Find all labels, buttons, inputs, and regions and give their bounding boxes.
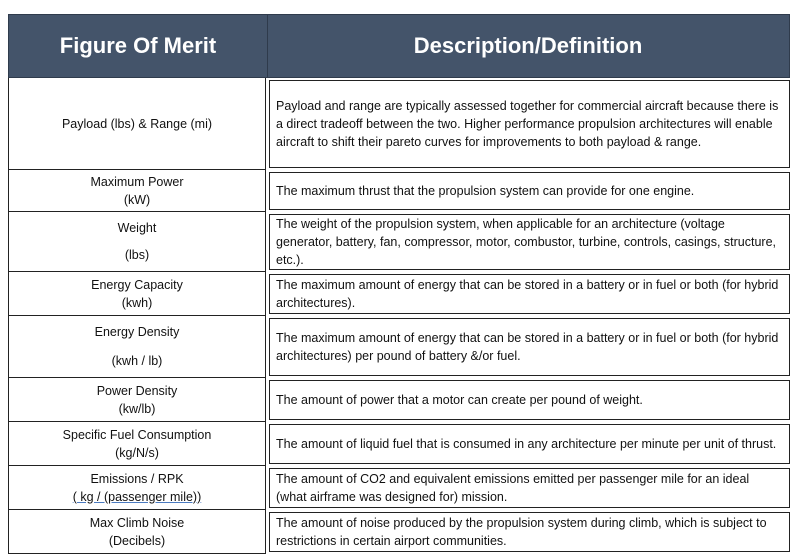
header-figure-of-merit: Figure Of Merit xyxy=(59,33,217,58)
merit-name: Emissions / RPK xyxy=(90,471,184,486)
table-row xyxy=(8,272,790,316)
header-description: Description/Definition xyxy=(413,33,643,58)
table-row xyxy=(8,78,790,170)
merit-name: Payload (lbs) & Range (mi) xyxy=(61,116,213,131)
merit-name-cell xyxy=(8,466,266,510)
merit-name-cell xyxy=(8,510,266,554)
merit-description: The maximum amount of energy that can be stored in a battery or in fuel or both (for hybrid architectures). xyxy=(269,274,790,314)
merit-description: The weight of the propulsion system, when applicable for an architecture (voltage generator, battery, fan, compressor, motor, combustor, turbine, controls, casings, structure, etc.). xyxy=(269,214,790,270)
merit-name-cell xyxy=(8,78,266,170)
merit-name-cell xyxy=(8,212,266,272)
table-row xyxy=(8,170,790,212)
merit-unit: (kwh) xyxy=(121,295,153,310)
table-header xyxy=(8,14,790,78)
table-row xyxy=(8,316,790,378)
table-row xyxy=(8,212,790,272)
merit-unit: (kW) xyxy=(123,192,151,207)
merit-name: Power Density xyxy=(96,383,178,398)
table-row xyxy=(8,422,790,466)
merit-unit: (Decibels) xyxy=(108,533,166,548)
table-row xyxy=(8,510,790,554)
merit-description: The maximum amount of energy that can be stored in a battery or in fuel or both (for hybrid architectures) per pound of battery &/or fuel. xyxy=(269,318,790,376)
merit-name-cell xyxy=(8,170,266,212)
merit-name: Energy Density xyxy=(94,325,180,340)
merit-unit: (lbs) xyxy=(124,248,150,263)
merit-name: Energy Capacity xyxy=(91,277,183,292)
merit-name-cell xyxy=(8,316,266,378)
merit-unit: (kg/N/s) xyxy=(115,445,159,460)
merit-name: Specific Fuel Consumption xyxy=(62,427,212,442)
merit-description: The amount of CO2 and equivalent emissions emitted per passenger mile for an ideal (what airframe was designed for) mission. xyxy=(269,468,790,508)
merit-unit: (kwh / lb) xyxy=(111,353,163,368)
merit-unit: (kw/lb) xyxy=(118,401,156,416)
figure-of-merit-table xyxy=(8,14,790,548)
merit-name-cell xyxy=(8,272,266,316)
merit-description: The maximum thrust that the propulsion system can provide for one engine. xyxy=(269,172,790,210)
merit-description: The amount of liquid fuel that is consumed in any architecture per minute per unit of thrust. xyxy=(269,424,790,464)
merit-description: The amount of noise produced by the propulsion system during climb, which is subject to restrictions in certain airport communities. xyxy=(269,512,790,552)
merit-name-cell xyxy=(8,378,266,422)
merit-name: Maximum Power xyxy=(90,174,184,189)
merit-unit: ( kg / (passenger mile)) xyxy=(72,489,202,504)
merit-name-cell xyxy=(8,422,266,466)
table-row xyxy=(8,466,790,510)
merit-name: Max Climb Noise xyxy=(89,515,185,530)
merit-description: Payload and range are typically assessed together for commercial aircraft because there is a direct tradeoff between the two. Higher performance propulsion architectures will enable aircraft to shift their pareto curves for improvements to both payload & range. xyxy=(269,80,790,168)
table-row xyxy=(8,378,790,422)
merit-name: Weight xyxy=(117,220,157,235)
merit-description: The amount of power that a motor can create per pound of weight. xyxy=(269,380,790,420)
